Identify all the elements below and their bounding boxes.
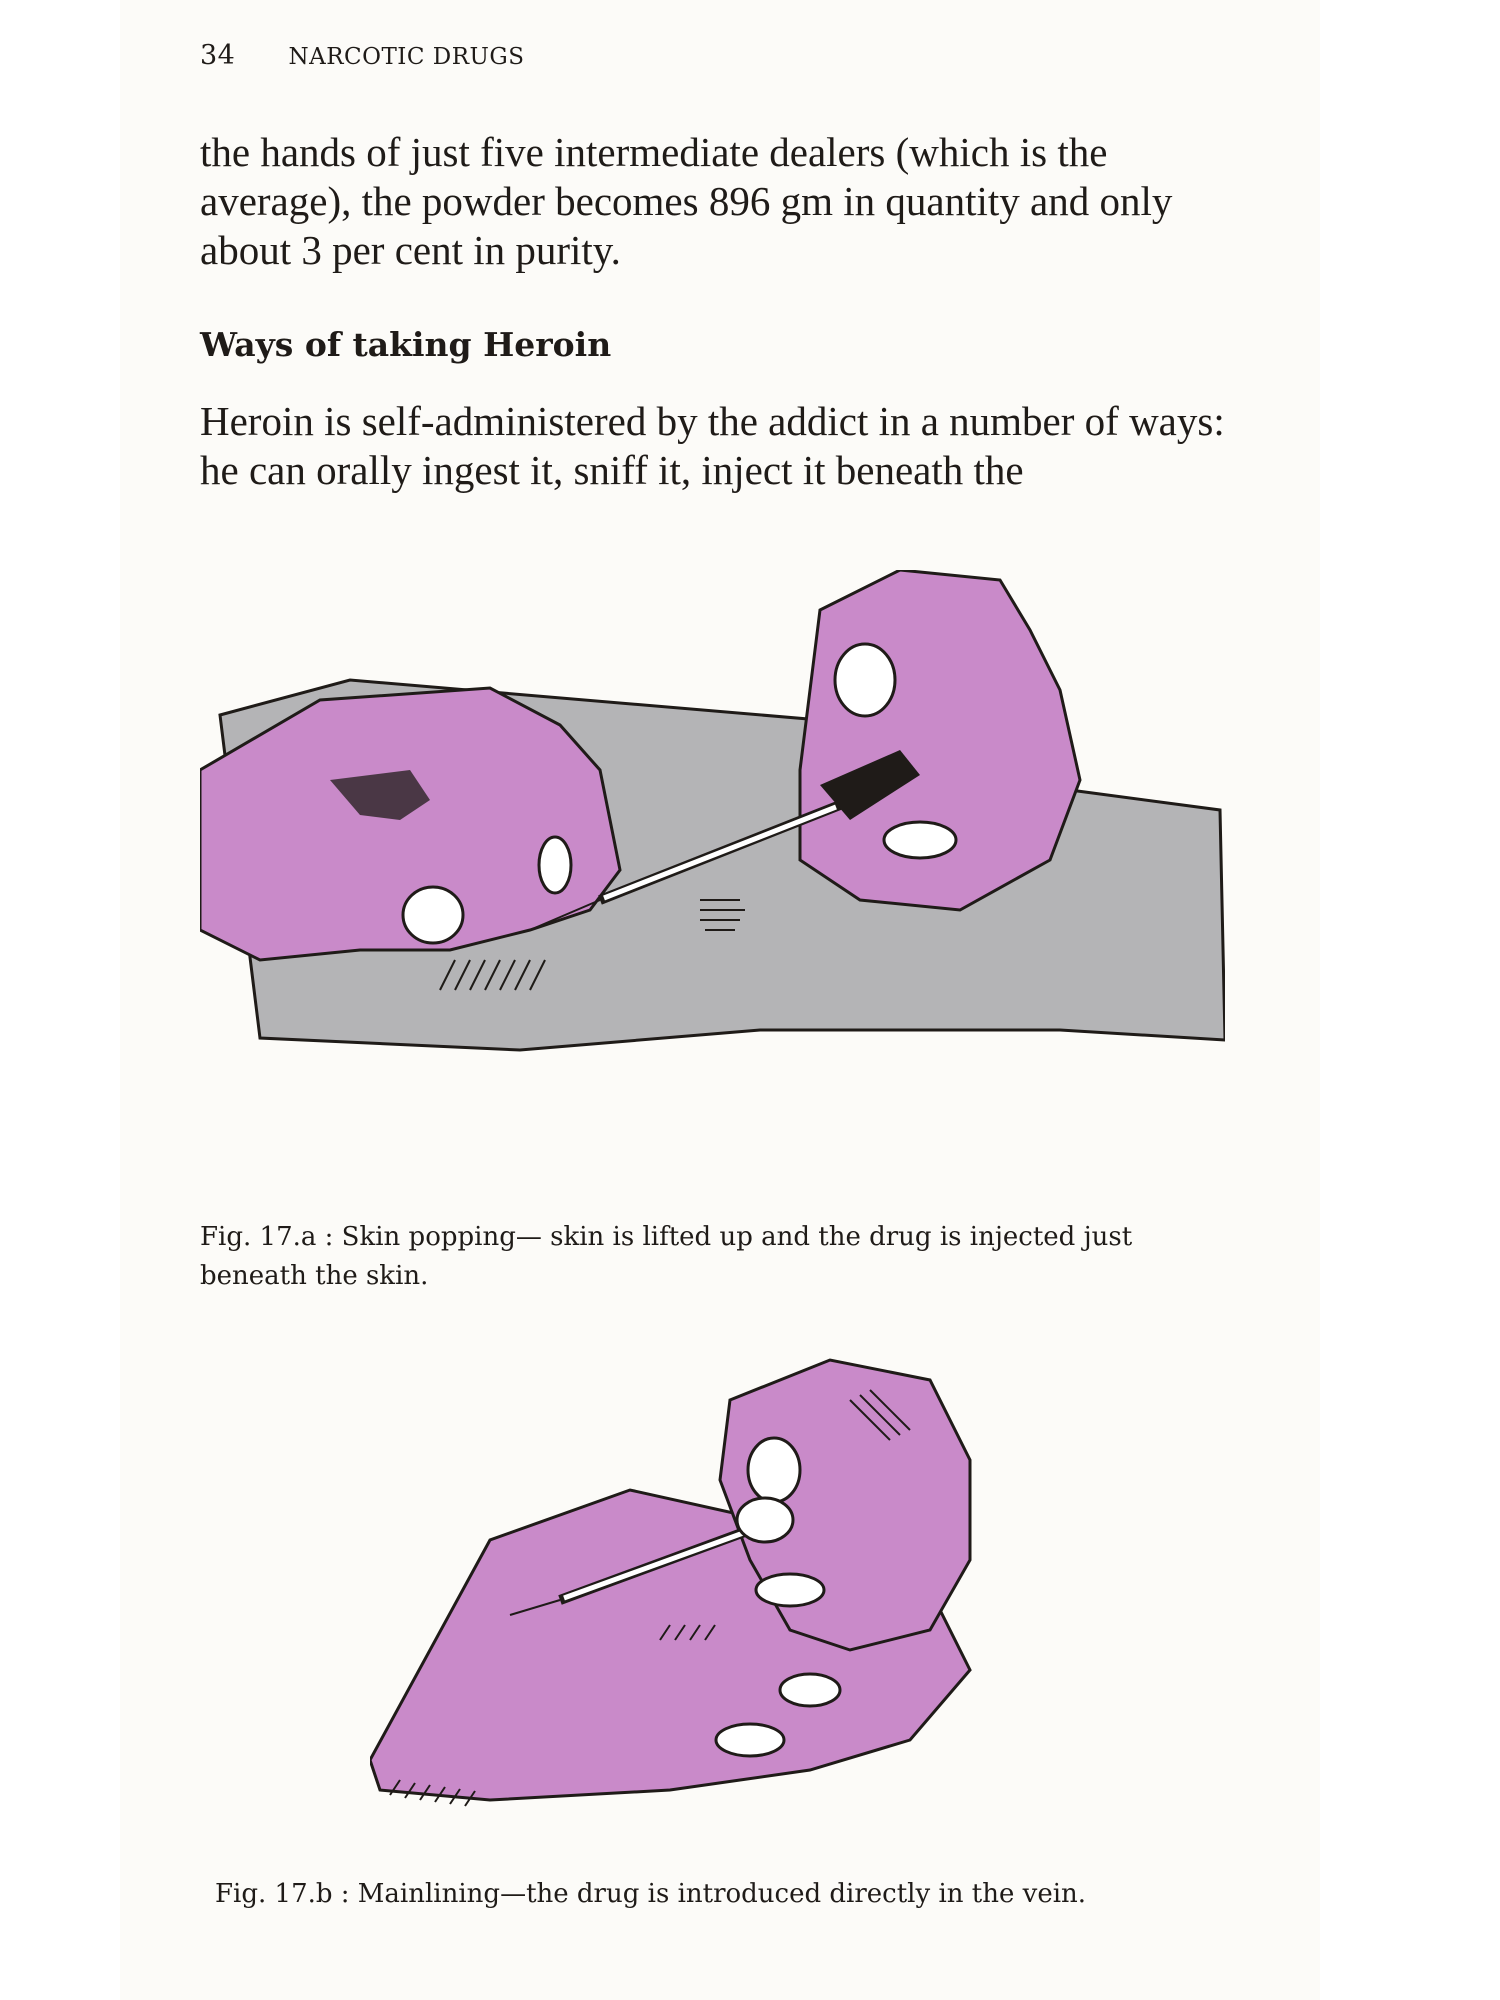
- section-heading: Ways of taking Heroin: [200, 325, 612, 364]
- figure-17b-illustration: [370, 1340, 1070, 1815]
- fingernail: [716, 1724, 784, 1756]
- thumbnail: [748, 1438, 800, 1502]
- thumbnail: [403, 887, 463, 943]
- thumbnail: [835, 644, 895, 716]
- body-paragraph: the hands of just five intermediate dealers (which is the average), the powder becomes 896 gm in quantity and only about 3 per cent in purity.: [200, 129, 1173, 273]
- fingernail: [756, 1574, 824, 1606]
- figure-17a-illustration: [200, 570, 1225, 1090]
- body-paragraph: Heroin is self-administered by the addict in a number of ways: he can orally ingest it, sniff it, inject it beneath the: [200, 398, 1225, 493]
- right-hand: [800, 570, 1080, 910]
- figure-caption: Fig. 17.a : Skin popping— skin is lifted up and the drug is injected just beneath the skin.: [200, 1222, 1133, 1291]
- page-header: [200, 40, 525, 71]
- running-title: NARCOTIC DRUGS: [288, 44, 525, 70]
- page-number: 34: [200, 40, 236, 71]
- fingernail: [884, 822, 956, 858]
- syringe-bulb: [737, 1498, 793, 1542]
- fingernail: [780, 1674, 840, 1706]
- figure-caption: Fig. 17.b : Mainlining—the drug is introduced directly in the vein.: [215, 1879, 1087, 1909]
- book-page: [120, 0, 1320, 2000]
- fingernail: [539, 837, 571, 893]
